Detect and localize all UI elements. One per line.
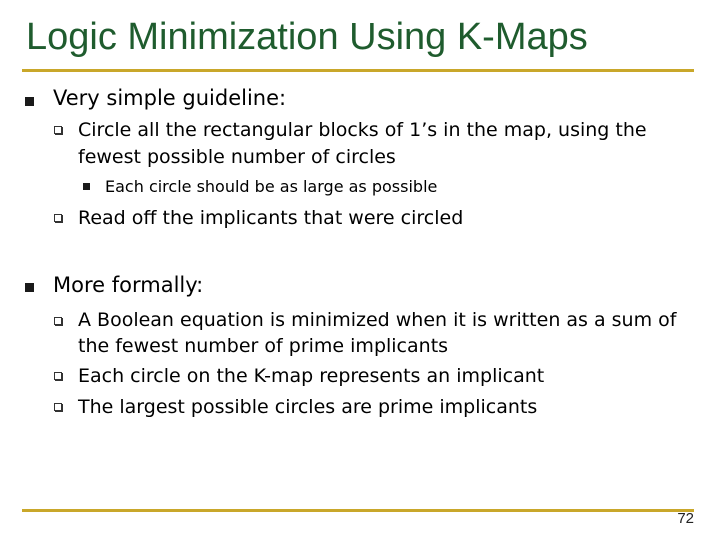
box-bullet-icon <box>54 403 62 411</box>
square-bullet-icon <box>25 283 34 292</box>
bullet-large-as-possible: Each circle should be as large as possible <box>105 177 438 196</box>
bullet-boolean-line2: the fewest number of prime implicants <box>78 335 449 357</box>
small-square-bullet-icon <box>83 183 90 190</box>
slide-title: Logic Minimization Using K-Maps <box>26 16 588 58</box>
bullet-guideline: Very simple guideline: <box>53 86 287 110</box>
title-divider <box>22 69 694 72</box>
box-bullet-icon <box>54 126 62 134</box>
box-bullet-icon <box>54 372 62 380</box>
bullet-formally: More formally: <box>53 273 204 297</box>
footer-divider <box>22 509 694 512</box>
page-number: 72 <box>677 510 694 527</box>
bullet-circle-blocks-line2: fewest possible number of circles <box>78 146 396 168</box>
box-bullet-icon <box>54 317 62 325</box>
square-bullet-icon <box>25 97 34 106</box>
bullet-circle-blocks-line1: Circle all the rectangular blocks of 1’s in the map, using the <box>78 119 647 141</box>
bullet-each-circle: Each circle on the K-map represents an implicant <box>78 365 545 387</box>
box-bullet-icon <box>54 214 62 222</box>
bullet-largest: The largest possible circles are prime implicants <box>78 396 538 418</box>
bullet-boolean-line1: A Boolean equation is minimized when it is written as a sum of <box>78 309 677 331</box>
bullet-read-off: Read off the implicants that were circled <box>78 207 464 229</box>
